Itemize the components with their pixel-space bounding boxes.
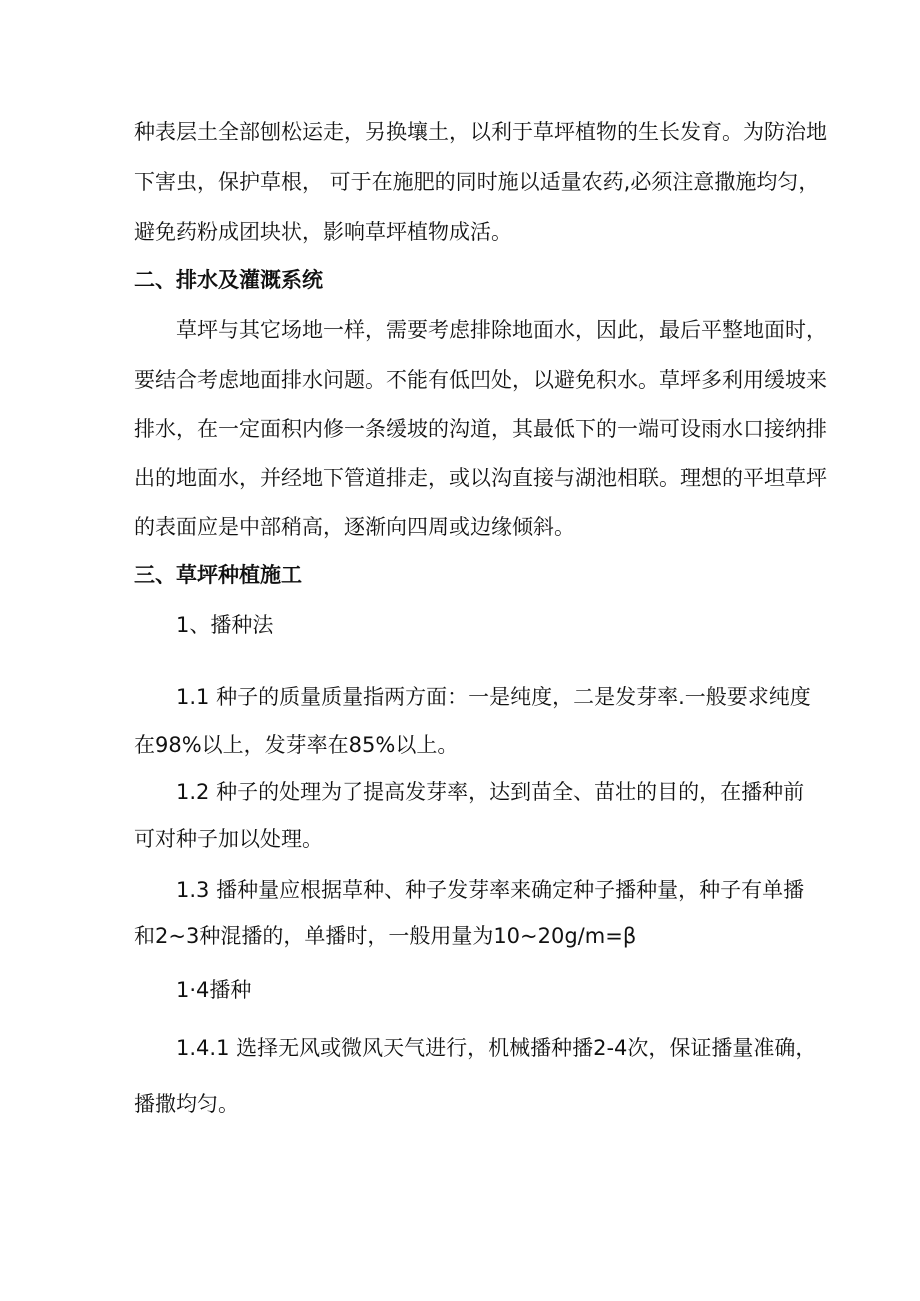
- list-item-line: 播撒均匀。: [134, 1092, 239, 1116]
- paragraph-line: 排水，在一定面积内修一条缓坡的沟道，其最低下的一端可设雨水口接纳排: [134, 417, 827, 441]
- section-heading: 三、草坪种植施工: [134, 563, 302, 587]
- list-item-line: 1.4.1 选择无风或微风天气进行，机械播种播2-4次，保证播量准确，: [176, 1036, 817, 1060]
- list-item-line: 1.1 种子的质量质量指两方面：一是纯度，二是发芽率.一般要求纯度: [176, 685, 811, 709]
- paragraph-line: 要结合考虑地面排水问题。不能有低凹处，以避免积水。草坪多利用缓坡来: [134, 368, 827, 392]
- paragraph-line: 避免药粉成团块状，影响草坪植物成活。: [134, 220, 512, 244]
- list-item-line: 和2~3种混播的，单播时，一般用量为10~20g/m=β: [134, 924, 637, 948]
- paragraph-line: 下害虫，保护草根， 可于在施肥的同时施以适量农药,必须注意撒施均匀，: [134, 170, 820, 194]
- list-item-line: 1.2 种子的处理为了提高发芽率，达到苗全、苗壮的目的，在播种前: [176, 780, 805, 804]
- subsection-heading: 1、播种法: [176, 613, 274, 637]
- paragraph-line: 草坪与其它场地一样，需要考虑排除地面水，因此，最后平整地面时，: [176, 318, 827, 342]
- list-item-line: 1.3 播种量应根据草种、种子发芽率来确定种子播种量，种子有单播: [176, 878, 805, 902]
- paragraph-line: 种表层土全部刨松运走，另换壤土，以利于草坪植物的生长发育。为防治地: [134, 120, 827, 144]
- paragraph-line: 的表面应是中部稍高，逐渐向四周或边缘倾斜。: [134, 515, 575, 539]
- list-item-line: 在98%以上，发芽率在85%以上。: [134, 733, 459, 757]
- list-item-line: 可对种子加以处理。: [134, 827, 323, 851]
- list-item-line: 1·4播种: [176, 978, 252, 1002]
- section-heading: 二、排水及灌溉系统: [134, 268, 323, 292]
- paragraph-line: 出的地面水，并经地下管道排走，或以沟直接与湖池相联。理想的平坦草坪: [134, 466, 827, 490]
